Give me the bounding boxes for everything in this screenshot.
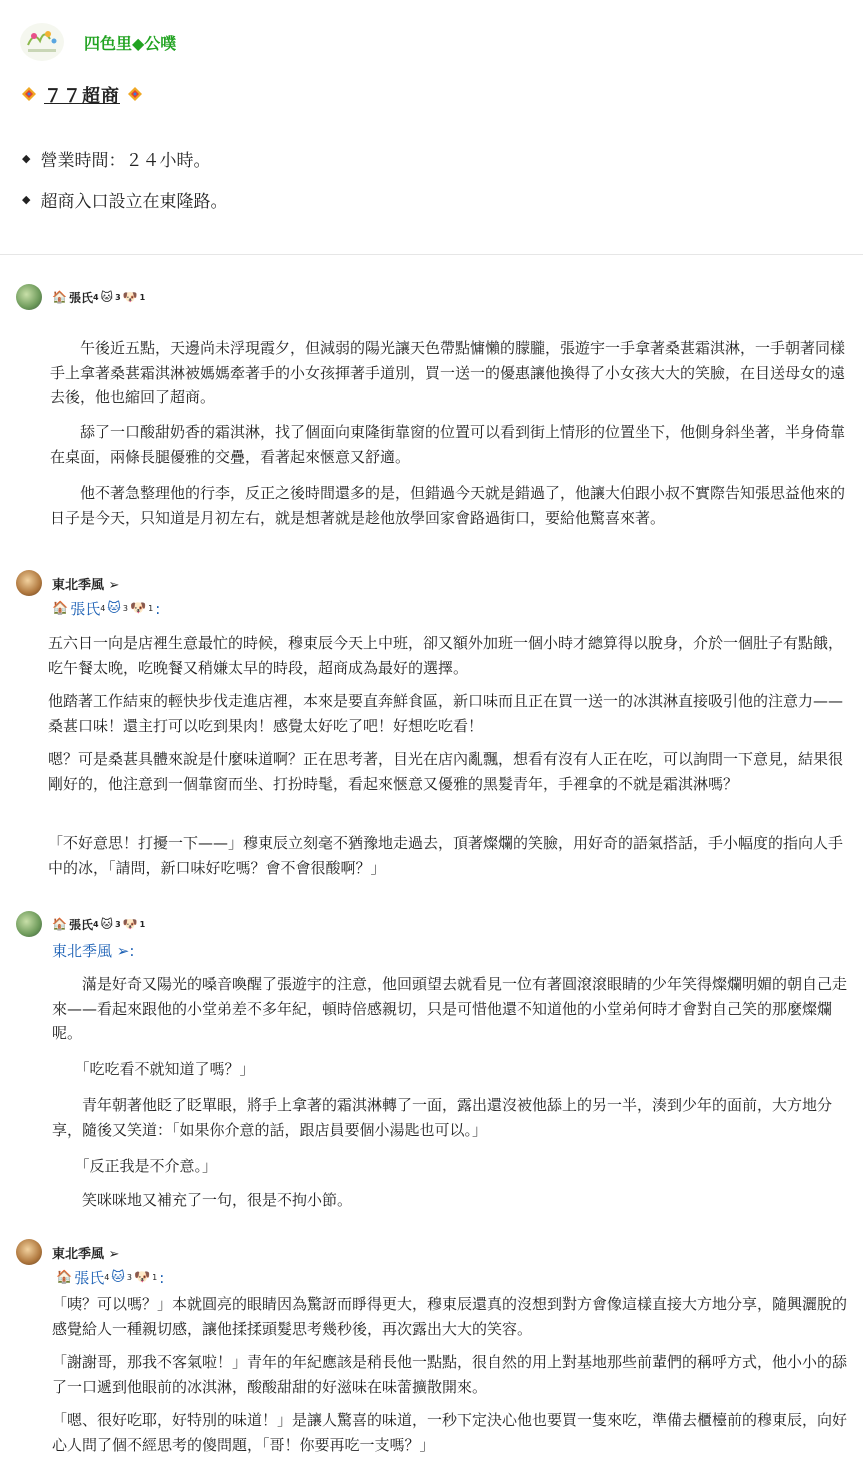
page-header [18,20,176,64]
avatar[interactable] [16,911,42,937]
bullet-diamond-icon: ◆ [22,193,31,206]
commenter-name[interactable]: 東北季風 ➢ [52,1246,120,1262]
house-icon: 🏠 [56,1270,73,1285]
reply-to[interactable] [52,940,134,961]
post-title-row [22,82,142,108]
comment-paragraph: 青年朝著他眨了眨單眼，將手上拿著的霜淇淋轉了一面，露出還沒被他舔上的另一半，湊到少年的面前，大方地分享，隨後又笑道：「如果你介意的話，跟店員要個小湯匙也可以。」 [52,1096,833,1139]
user-tag-number: 3 [122,604,128,613]
dog-icon: 🐶 [133,1270,151,1285]
dog-icon: 🐶 [122,290,138,304]
diamond-icon [128,85,142,106]
avatar[interactable] [16,570,42,596]
comment-paragraph: 午後近五點，天邊尚未浮現霞夕，但減弱的陽光讓天色帶點慵懶的朦朧，張遊宇一手拿著桑葚霜淇淋，一手朝著同樣手上拿著桑葚霜淇淋被媽媽牽著手的小女孩揮著手道別，買一送一的優惠讓他換得了小女孩大大的笑臉，在目送母女的遠去後，他也縮回了超商。 [50,339,846,406]
reply-to-name[interactable]: 張氏 [74,1269,105,1287]
house-icon: 🏠 [52,601,69,616]
user-tag-number: 3 [126,1273,132,1282]
comment-header [16,284,147,310]
cat-icon: 🐱 [100,290,114,304]
dog-icon: 🐶 [129,601,147,616]
comment-paragraph: 五六日一向是店裡生意最忙的時候，穆東辰今天上中班，卻又額外加班一個小時才總算得以脫身，介於一個肚子有點餓，吃午餐太晚，吃晚餐又稍嫌太早的時段，超商成為最好的選擇。 [48,634,844,677]
cat-icon: 🐱 [107,601,121,616]
user-tag-number: 3 [115,292,121,302]
bullet-text: 超商入口設立在東隆路。 [40,192,228,212]
comment-paragraph: 笑咪咪地又補充了一句，很是不拘小節。 [52,1191,353,1209]
bullet-item [22,146,210,171]
bullet-diamond-icon: ◆ [22,152,31,165]
comment-header [16,1239,119,1265]
user-tag-number: 1 [148,604,154,613]
post-title: ７７超商 [44,86,120,107]
comment-paragraph: 「謝謝哥，那我不客氣啦！」青年的年紀應該是稍長他一點點，很自然的用上對基地那些前輩們的稱呼方式，他小小的舔了一口遞到他眼前的冰淇淋，酸酸甜甜的好滋味在味蕾擴散開來。 [52,1353,848,1396]
house-icon: 🏠 [52,290,67,304]
commenter-name[interactable] [52,916,147,933]
reply-to-name[interactable]: 張氏 [70,600,101,618]
comment-paragraph: 「不好意思！打擾一下——」穆東辰立刻毫不猶豫地走過去，頂著燦爛的笑臉，用好奇的語氣搭話，手小幅度的指向人手中的冰，「請問，新口味好吃嗎？會不會很酸啊？」 [48,834,844,877]
bullet-item [22,187,227,212]
divider [0,254,863,255]
comment-paragraph: 舔了一口酸甜奶香的霜淇淋，找了個面向東隆街靠窗的位置可以看到街上情形的位置坐下，他側身斜坐著，半身倚靠在桌面，兩條長腿優雅的交疊，看著起來愜意又舒適。 [50,423,846,466]
commenter-name[interactable]: 東北季風 ➢ [52,577,120,593]
user-tag-number: 1 [152,1273,158,1282]
diamond-icon [22,85,36,106]
comment-paragraph: 「吃吃看不就知道了嗎？」 [52,1060,255,1078]
user-tag-number: 1 [139,292,146,302]
user-name: 張氏 [68,290,93,305]
comment-paragraph: 他不著急整理他的行李，反正之後時間還多的是，但錯過今天就是錯過了，他讓大伯跟小叔不實際告知張思益他來的日子是今天，只知道是月初左右，就是想著就是趁他放學回家會路過街口，要給他驚喜來著。 [50,484,846,527]
user-name: 張氏 [68,917,93,932]
dog-icon: 🐶 [122,917,138,931]
user-tag-number: 4 [100,604,106,613]
comment-paragraph: 嗯？可是桑葚具體來說是什麼味道啊？正在思考著，目光在店內亂飄，想看有沒有人正在吃，可以詢問一下意見，結果很剛好的，他注意到一個靠窗而坐、打扮時髦，看起來愜意又優雅的黑髮青年，手裡拿的不就是霜淇淋嗎？ [48,750,844,793]
comment-paragraph: 「嗯、很好吃耶，好特別的味道！」是讓人驚喜的味道，一秒下定決心他也要買一隻來吃，準備去櫃檯前的穆東辰，向好心人問了個不經思考的傻問題，「哥！你要再吃一支嗎？」 [52,1411,848,1454]
user-tag-number: 4 [92,919,99,929]
site-logo[interactable] [18,21,66,63]
comment-header [16,911,147,937]
avatar[interactable] [16,1239,42,1265]
reply-to[interactable]: 🏠 張氏 4 🐱 3 🐶 1 : [52,599,161,618]
commenter-name[interactable] [52,289,147,306]
avatar[interactable] [16,284,42,310]
site-name[interactable]: 四色里◆公噗 [84,33,177,53]
user-tag-number: 3 [115,919,121,929]
comment-paragraph: 滿是好奇又陽光的嗓音喚醒了張遊宇的注意，他回頭望去就看見一位有著圓滾滾眼睛的少年笑得燦爛明媚的朝自己走來——看起來跟他的小堂弟差不多年紀，頓時倍感親切，只是可惜他還不知道他的小堂弟何時才會對自己笑的那麼燦爛呢。 [52,975,848,1042]
user-tag-number: 1 [139,919,146,929]
comment-paragraph: 「咦？可以嗎？」本就圓亮的眼睛因為驚訝而睜得更大，穆東辰還真的沒想到對方會像這樣直接大方地分享，隨興灑脫的感覺給人一種親切感，讓他揉揉頭髮思考幾秒後，再次露出大大的笑容。 [52,1295,848,1338]
bullet-text: 營業時間：２４小時。 [40,151,211,171]
comment-paragraph: 「反正我是不介意。」 [52,1157,218,1175]
cat-icon: 🐱 [100,917,114,931]
comment-paragraph: 他踏著工作結束的輕快步伐走進店裡，本來是要直奔鮮食區，新口味而且正在買一送一的冰淇淋直接吸引他的注意力——桑葚口味！還主打可以吃到果肉！感覺太好吃了吧！好想吃吃看！ [48,692,844,735]
house-icon: 🏠 [52,917,67,931]
reply-to[interactable]: 🏠 張氏 4 🐱 3 🐶 1 : [56,1268,165,1287]
reply-to-name[interactable]: 東北季風 ➢: [52,942,135,960]
cat-icon: 🐱 [111,1270,125,1285]
comment-header [16,570,119,596]
user-tag-number: 4 [104,1273,110,1282]
user-tag-number: 4 [92,292,99,302]
